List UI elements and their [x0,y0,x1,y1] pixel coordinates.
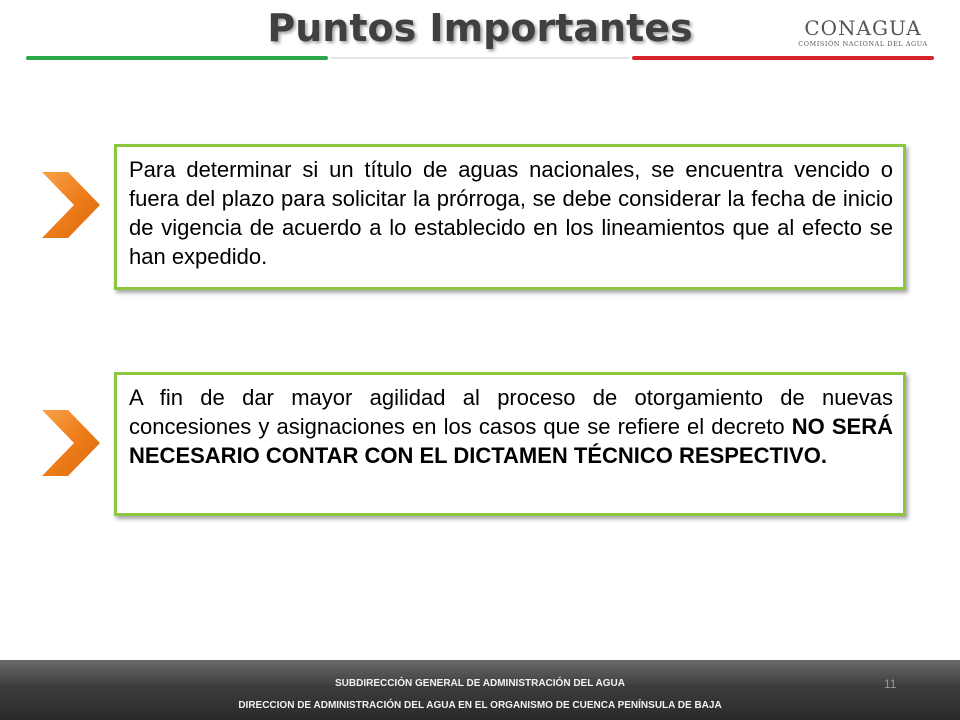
chevron-right-icon [38,170,104,240]
conagua-logo [798,16,928,52]
point-2-bold-text: NO SERÁ NECESARIO CONTAR CON EL DICTAMEN TÉCNICO RESPECTIVO. [129,414,893,468]
slide-title: Puntos Importantes [267,6,693,50]
footer-line-2: DIRECCION DE ADMINISTRACIÓN DEL AGUA EN EL ORGANISMO DE CUENCA PENÍNSULA DE BAJA [238,700,722,711]
header-stripe-white [330,57,630,59]
footer-bar [0,660,960,720]
point-1-box [114,144,906,290]
point-2-box [114,372,906,516]
logo-subtitle: COMISIÓN NACIONAL DEL AGUA [798,40,928,48]
header-stripe-red [632,56,934,60]
logo-name: CONAGUA [804,16,922,40]
footer-line-1: SUBDIRECCIÓN GENERAL DE ADMINISTRACIÓN DEL AGUA [334,678,625,689]
point-1-text: Para determinar si un título de aguas nacionales, se encuentra vencido o fuera del plazo para solicitar la prórroga, se debe considerar la fecha de inicio de vigencia de acuerdo a lo establecido en los lineamientos que al efecto se han expedido. [129,157,893,269]
chevron-right-icon [38,408,104,478]
point-2-text: A fin de dar mayor agilidad al proceso de otorgamiento de nuevas concesiones y asignaciones en los casos que se refiere el decreto [129,385,893,439]
header-stripe-green [26,56,328,60]
page-number: 11 [884,677,897,691]
